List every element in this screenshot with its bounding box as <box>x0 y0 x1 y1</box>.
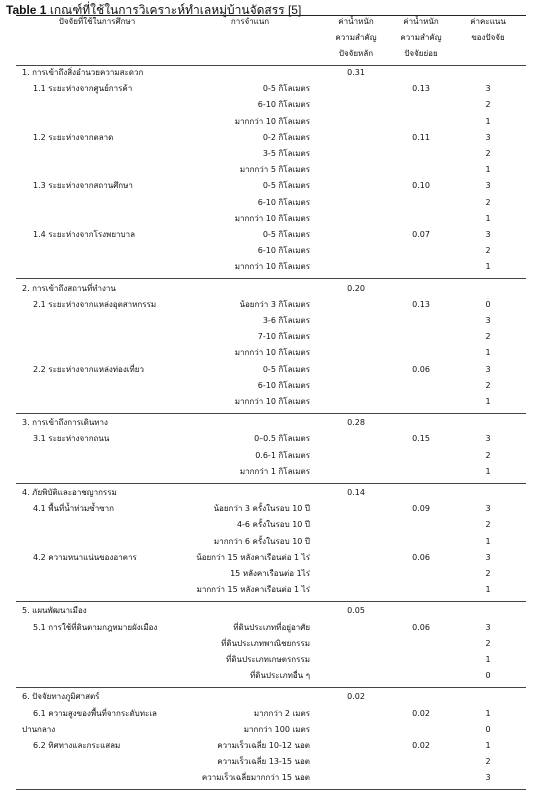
criteria-cell: น้อยกว่า 3 กิโลเมตร <box>239 299 310 309</box>
header-factor: ปัจจัยที่ใช้ในการศึกษา <box>58 17 136 26</box>
criteria-cell: มากกว่า 10 กิโลเมตร <box>234 348 310 358</box>
criteria-cell: มากกว่า 5 กิโลเมตร <box>239 165 310 175</box>
criteria-cell: 0.6-1 กิโลเมตร <box>255 450 310 460</box>
score-cell: 3 <box>485 230 491 239</box>
header-criteria: การจำแนก <box>230 17 270 26</box>
score-cell: 1 <box>485 655 491 664</box>
score-cell: 3 <box>485 773 491 783</box>
sub-factor-label: 5.1 การใช้ที่ดินตามกฎหมายผังเมือง <box>33 622 158 632</box>
header-score-2: ของปัจจัย <box>471 33 505 42</box>
section-title: 6. ปัจจัยทางภูมิศาสตร์ <box>22 692 100 702</box>
score-cell: 2 <box>485 520 491 530</box>
criteria-cell: 7-10 กิโลเมตร <box>257 332 310 342</box>
score-cell: 0 <box>485 299 491 309</box>
header-main-weight-2: ความสำคัญ <box>335 33 377 42</box>
criteria-cell: ที่ดินประเภทพาณิชยกรรม <box>221 638 310 648</box>
sub-factor-weight: 0.06 <box>412 364 430 374</box>
section-title: 2. การเข้าถึงสถานที่ทำงาน <box>22 283 116 293</box>
criteria-cell: 0-5 กิโลเมตร <box>262 84 310 94</box>
section-title: 4. ภัยพิบัติและอาชญากรรม <box>22 488 117 497</box>
criteria-cell: 6-10 กิโลเมตร <box>257 246 310 256</box>
criteria-cell: 0-5 กิโลเมตร <box>262 230 310 239</box>
sub-factor-weight: 0.06 <box>412 552 430 562</box>
sub-factor-label: 6.1 ความสูงของพื้นที่จากระดับทะเล <box>33 708 157 718</box>
score-cell: 1 <box>485 741 491 750</box>
header-sub-weight-3: ปัจจัยย่อย <box>404 49 438 58</box>
section-main-weight: 0.28 <box>347 418 365 428</box>
sub-factor-label: 4.2 ความหนาแน่นของอาคาร <box>33 552 137 562</box>
criteria-cell: 6-10 กิโลเมตร <box>257 380 310 390</box>
criteria-cell: 6-10 กิโลเมตร <box>257 197 310 207</box>
score-cell: 2 <box>485 450 491 460</box>
section-title: 1. การเข้าถึงสิ่งอำนวยความสะดวก <box>22 68 144 77</box>
sub-factor-label: 1.4 ระยะห่างจากโรงพยาบาล <box>33 230 135 239</box>
score-cell: 0 <box>485 724 491 734</box>
sub-factor-label: 1.3 ระยะห่างจากสถานศึกษา <box>33 181 133 191</box>
criteria-cell: มากกว่า 6 ครั้งในรอบ 10 ปี <box>213 536 310 546</box>
section-divider <box>16 483 526 484</box>
sub-factor-weight: 0.15 <box>412 434 430 444</box>
sub-factor-weight: 0.13 <box>412 299 430 309</box>
score-cell: 3 <box>485 132 491 142</box>
score-cell: 1 <box>485 116 491 126</box>
score-cell: 3 <box>485 434 491 444</box>
sub-factor-weight: 0.02 <box>412 741 430 750</box>
sub-factor-weight: 0.11 <box>412 132 430 142</box>
sub-factor-weight: 0.09 <box>412 504 430 514</box>
sub-factor-weight: 0.10 <box>412 181 430 191</box>
criteria-cell: 6-10 กิโลเมตร <box>257 100 310 110</box>
section-main-weight: 0.14 <box>347 488 365 497</box>
criteria-cell: 3-5 กิโลเมตร <box>262 149 310 158</box>
section-divider <box>16 278 526 279</box>
criteria-cell: มากกว่า 1 กิโลเมตร <box>239 466 310 476</box>
section-divider <box>16 601 526 602</box>
sub-factor-label: 1.2 ระยะห่างจากตลาด <box>33 132 114 142</box>
score-cell: 1 <box>485 262 491 272</box>
criteria-cell: มากกว่า 15 หลังคาเรือนต่อ 1 ไร่ <box>196 585 310 595</box>
score-cell: 3 <box>485 622 491 632</box>
section-main-weight: 0.02 <box>347 692 365 702</box>
criteria-cell: 0–0.5 กิโลเมตร <box>254 434 310 444</box>
section-divider <box>16 413 526 414</box>
sub-factor-weight: 0.02 <box>412 708 430 718</box>
criteria-cell: ที่ดินประเภทที่อยู่อาศัย <box>233 622 310 632</box>
criteria-cell: 3-6 กิโลเมตร <box>262 316 310 325</box>
criteria-cell: น้อยกว่า 3 ครั้งในรอบ 10 ปี <box>213 504 310 514</box>
criteria-cell: ที่ดินประเภทเกษตรกรรม <box>226 655 310 664</box>
section-title: 3. การเข้าถึงการเดินทาง <box>22 418 108 428</box>
score-cell: 2 <box>485 246 491 256</box>
score-cell: 2 <box>485 757 491 767</box>
score-cell: 3 <box>485 504 491 514</box>
score-cell: 3 <box>485 181 491 191</box>
sub-factor-weight: 0.07 <box>412 230 430 239</box>
sub-factor-label: 6.2 ทิศทางและกระแสลม <box>33 741 121 750</box>
score-cell: 2 <box>485 100 491 110</box>
criteria-cell: 4-6 ครั้งในรอบ 10 ปี <box>236 520 310 530</box>
score-cell: 2 <box>485 332 491 342</box>
table-label: Table 1 <box>6 3 47 17</box>
section-divider <box>16 687 526 688</box>
table-title: เกณฑ์ที่ใช้ในการวิเคราะห์ทำเลหมู่บ้านจัดสรร [5] <box>49 3 302 17</box>
header-sub-weight-1: ค่าน้ำหนัก <box>403 17 439 26</box>
score-cell: 1 <box>485 165 491 175</box>
sub-factor-label: 1.1 ระยะห่างจากศูนย์การค้า <box>33 84 133 94</box>
criteria-cell: ความเร็วเฉลี่ย 13-15 นอต <box>217 757 310 767</box>
criteria-cell: มากกว่า 10 กิโลเมตร <box>234 116 310 126</box>
score-cell: 2 <box>485 197 491 207</box>
header-score-1: ค่าคะแนน <box>470 17 506 26</box>
criteria-cell: มากกว่า 2 เมตร <box>253 708 310 718</box>
score-cell: 0 <box>485 671 491 681</box>
score-cell: 1 <box>485 466 491 476</box>
criteria-cell: ความเร็วเฉลี่ยมากกว่า 15 นอต <box>201 773 310 783</box>
section-main-weight: 0.05 <box>347 606 365 616</box>
criteria-cell: มากกว่า 10 กิโลเมตร <box>234 213 310 223</box>
sub-factor-label-continued: ปานกลาง <box>22 724 56 734</box>
criteria-cell: 0-2 กิโลเมตร <box>262 132 310 142</box>
sub-factor-label: 2.1 ระยะห่างจากแหล่งอุตสาหกรรม <box>33 299 157 309</box>
score-cell: 1 <box>485 585 491 595</box>
section-main-weight: 0.20 <box>347 283 365 293</box>
header-sub-weight-2: ความสำคัญ <box>400 33 442 42</box>
criteria-cell: ความเร็วเฉลี่ย 10-12 นอต <box>217 741 310 750</box>
header-main-weight-3: ปัจจัยหลัก <box>338 49 374 58</box>
section-main-weight: 0.31 <box>347 68 365 77</box>
score-cell: 3 <box>485 364 491 374</box>
score-cell: 3 <box>485 316 491 325</box>
sub-factor-weight: 0.13 <box>412 84 430 94</box>
score-cell: 3 <box>485 84 491 94</box>
criteria-cell: 15 หลังคาเรือนต่อ 1ไร่ <box>230 569 310 578</box>
score-cell: 1 <box>485 536 491 546</box>
criteria-cell: มากกว่า 10 กิโลเมตร <box>234 397 310 406</box>
score-cell: 1 <box>485 708 491 718</box>
score-cell: 2 <box>485 380 491 390</box>
score-cell: 3 <box>485 552 491 562</box>
criteria-cell: 0-5 กิโลเมตร <box>262 181 310 191</box>
section-title: 5. แผนพัฒนาเมือง <box>22 606 87 616</box>
criteria-cell: น้อยกว่า 15 หลังคาเรือนต่อ 1 ไร่ <box>196 552 310 562</box>
sub-factor-label: 4.1 พื้นที่น้ำท่วมซ้ำซาก <box>33 504 114 514</box>
table-bottom-rule <box>16 789 526 790</box>
criteria-cell: มากกว่า 100 เมตร <box>243 724 310 734</box>
header-main-weight-1: ค่าน้ำหนัก <box>338 17 374 26</box>
criteria-cell: มากกว่า 10 กิโลเมตร <box>234 262 310 272</box>
sub-factor-weight: 0.06 <box>412 622 430 632</box>
score-cell: 2 <box>485 569 491 578</box>
criteria-cell: ที่ดินประเภทอื่น ๆ <box>249 671 310 681</box>
criteria-cell: 0-5 กิโลเมตร <box>262 364 310 374</box>
score-cell: 2 <box>485 149 491 158</box>
sub-factor-label: 2.2 ระยะห่างจากแหล่งท่องเที่ยว <box>33 364 144 374</box>
score-cell: 1 <box>485 348 491 358</box>
score-cell: 2 <box>485 638 491 648</box>
score-cell: 1 <box>485 213 491 223</box>
sub-factor-label: 3.1 ระยะห่างจากถนน <box>33 434 110 444</box>
score-cell: 1 <box>485 397 491 406</box>
